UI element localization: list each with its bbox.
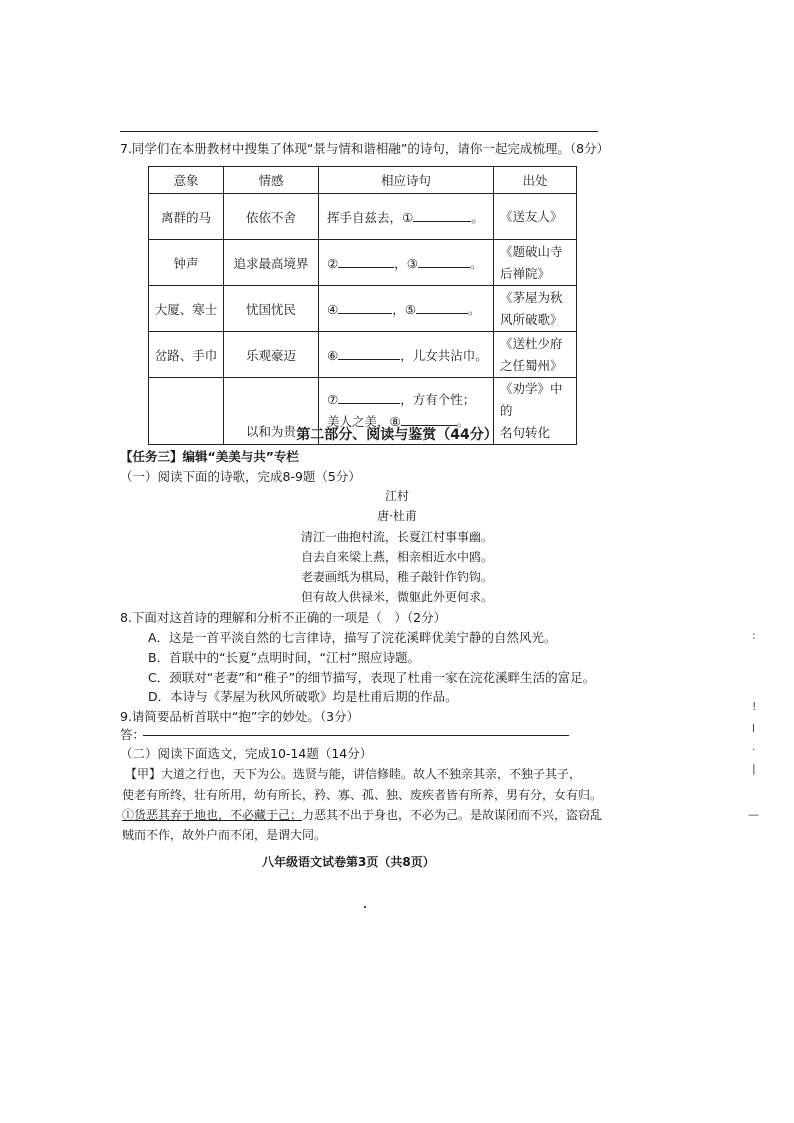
poem-line: 老妻画纸为棋局，稚子敲针作钓钩。 bbox=[300, 570, 493, 584]
edge-mark: ! bbox=[752, 700, 757, 713]
cell-emotion: 依依不舍 bbox=[224, 194, 319, 240]
header-source: 出处 bbox=[494, 167, 577, 194]
option-b[interactable]: B．首联中的“长夏”点明时间，“江村”照应诗题。 bbox=[148, 650, 420, 665]
table-header-row bbox=[149, 167, 577, 194]
passage-line: ①货恶其弃于地也，不必藏于己；力恶其不出于身也，不必为己。是故谋闭而不兴，盗窃乱 bbox=[122, 808, 603, 822]
cell-verse: ② ，③ 。 bbox=[319, 240, 494, 286]
answer-line[interactable] bbox=[143, 735, 569, 736]
option-d[interactable]: D．本诗与《茅屋为秋风所破歌》均是杜甫后期的作品。 bbox=[148, 689, 458, 704]
question-8-stem: 8.下面对这首诗的理解和分析不正确的一项是（ ）（2分） bbox=[120, 610, 447, 625]
edge-mark: — bbox=[748, 808, 759, 821]
question-7-stem: 7.同学们在本册教材中搜集了体现“景与情和谐相融”的诗句，请你一起完成梳理。（8分） bbox=[120, 141, 610, 156]
edge-mark: : bbox=[752, 629, 756, 642]
answer-blank-1[interactable] bbox=[413, 209, 471, 222]
edge-mark: | bbox=[752, 762, 756, 775]
cell-source: 《茅屋为秋 风所破歌》 bbox=[494, 286, 577, 332]
part-2-title: 第二部分、阅读与鉴赏（44分） bbox=[296, 427, 498, 443]
poem-author: 唐·杜甫 bbox=[377, 509, 417, 523]
cell-source: 《送杜少府 之任蜀州》 bbox=[494, 332, 577, 378]
scan-speck bbox=[364, 906, 366, 908]
answer-blank-2[interactable] bbox=[338, 255, 394, 268]
cell-image: 大厦、寒士 bbox=[149, 286, 224, 332]
task-3-heading: 【任务三】编辑“美美与共”专栏 bbox=[120, 449, 299, 464]
cell-image: 离群的马 bbox=[149, 194, 224, 240]
cell-emotion: 追求最高境界 bbox=[224, 240, 319, 286]
table-row bbox=[149, 286, 577, 332]
table-row bbox=[149, 194, 577, 240]
cell-verse: ⑦ ，方有个性； 美人之美，⑧ 。 bbox=[319, 378, 494, 445]
page-footer: 八年级语文试卷第3页（共8页） bbox=[262, 855, 435, 869]
option-c[interactable]: C．颈联对“老妻”和“稚子”的细节描写，表现了杜甫一家在浣花溪畔生活的富足。 bbox=[148, 670, 596, 685]
question-9-stem: 9.请简要品析首联中“抱”字的妙处。（3分） bbox=[120, 709, 360, 724]
edge-mark: l bbox=[752, 722, 756, 735]
cell-emotion: 忧国忧民 bbox=[224, 286, 319, 332]
table-row bbox=[149, 240, 577, 286]
answer-blank-4[interactable] bbox=[338, 301, 392, 314]
cell-image: 岔路、手巾 bbox=[149, 332, 224, 378]
answer-blank-7[interactable] bbox=[338, 391, 400, 404]
option-a[interactable]: A．这是一首平淡自然的七言律诗，描写了浣花溪畔优美宁静的自然风光。 bbox=[148, 630, 557, 645]
poetry-table bbox=[148, 166, 577, 445]
cell-image: 钟声 bbox=[149, 240, 224, 286]
poem-line: 清江一曲抱村流，长夏江村事事幽。 bbox=[300, 530, 493, 544]
answer-blank-6[interactable] bbox=[338, 347, 400, 360]
answer-blank-5[interactable] bbox=[416, 301, 468, 314]
poem-line: 自去自来梁上燕，相亲相近水中鸥。 bbox=[300, 550, 493, 564]
header-emotion: 情感 bbox=[224, 167, 319, 194]
table-row bbox=[149, 332, 577, 378]
passage-line: 【甲】大道之行也，天下为公。选贤与能，讲信修睦。故人不独亲其亲，不独子其子， bbox=[125, 767, 582, 781]
underlined-sentence-1: ①货恶其弃于地也，不必藏于己； bbox=[122, 808, 303, 822]
poem-line: 但有故人供禄米，微躯此外更何求。 bbox=[300, 590, 493, 604]
cell-source: 《送友人》 bbox=[494, 194, 577, 240]
passage-line: 贼而不作，故外户而不闭，是谓大同。 bbox=[122, 828, 327, 842]
cell-verse: ④ ，⑤ 。 bbox=[319, 286, 494, 332]
top-divider bbox=[120, 131, 598, 132]
poem-title: 江村 bbox=[384, 489, 409, 503]
cell-source: 《题破山寺 后禅院》 bbox=[494, 240, 577, 286]
cell-verse: 挥手自兹去，① 。 bbox=[319, 194, 494, 240]
edge-mark: · bbox=[752, 743, 756, 756]
reading-1-heading: （一）阅读下面的诗歌，完成8-9题（5分） bbox=[120, 469, 361, 484]
cell-source: 《劝学》中的 名句转化 bbox=[494, 378, 577, 445]
header-image: 意象 bbox=[149, 167, 224, 194]
answer-label: 答： bbox=[120, 727, 146, 742]
cell-emotion: 以和为贵 bbox=[224, 378, 319, 445]
answer-blank-3[interactable] bbox=[418, 255, 470, 268]
cell-emotion: 乐观豪迈 bbox=[224, 332, 319, 378]
cell-verse: ⑥ ，儿女共沾巾。 bbox=[319, 332, 494, 378]
reading-2-heading: （二）阅读下面选文，完成10-14题（14分） bbox=[120, 746, 373, 761]
header-verse: 相应诗句 bbox=[319, 167, 494, 194]
passage-line: 使老有所终，壮有所用，幼有所长，矜、寡、孤、独、废疾者皆有所养，男有分，女有归。 bbox=[122, 788, 603, 802]
